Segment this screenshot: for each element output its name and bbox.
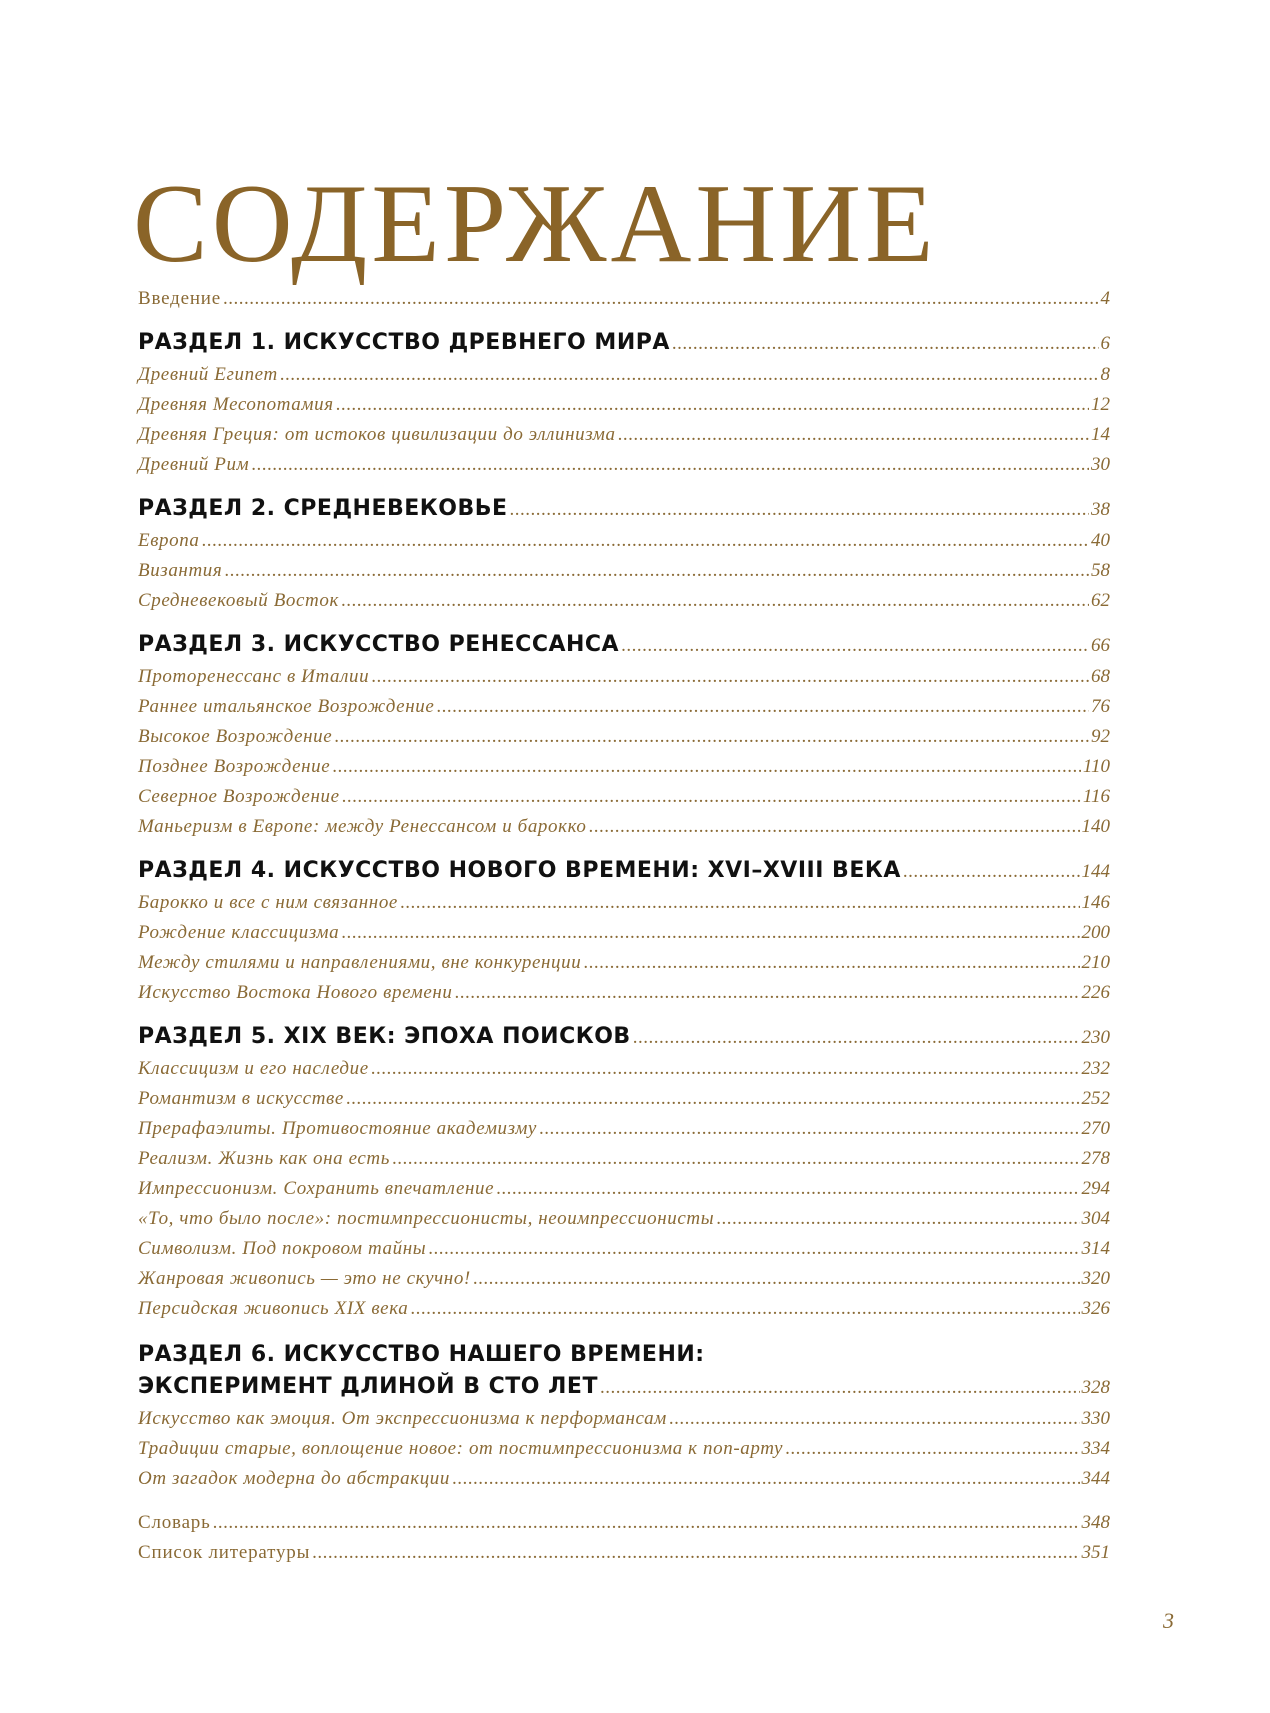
toc-page-number: 351 [1081, 1542, 1110, 1563]
section-heading-line1: РАЗДЕЛ 6. ИСКУССТВО НАШЕГО ВРЕМЕНИ: [138, 1342, 705, 1367]
toc-entry[interactable] [138, 454, 1110, 484]
dot-leader [583, 952, 1079, 974]
dot-leader [618, 424, 1089, 446]
toc-page-number: 116 [1082, 786, 1110, 807]
toc-entry[interactable] [138, 364, 1110, 394]
toc-entry[interactable] [138, 1298, 1110, 1328]
toc-entry[interactable] [138, 816, 1110, 846]
dot-leader [213, 1512, 1080, 1534]
toc-page-number: 330 [1081, 1408, 1110, 1429]
toc-section-2[interactable] [138, 496, 1110, 530]
toc-entry-label: Византия [138, 560, 223, 581]
toc-entry-label: Искусство как эмоция. От экспрессионизма к перформансам [138, 1408, 667, 1429]
toc-entry[interactable] [138, 1238, 1110, 1268]
toc-page-number: 68 [1091, 666, 1110, 687]
toc-entry[interactable] [138, 1208, 1110, 1238]
dot-leader [371, 666, 1089, 688]
toc-entry[interactable] [138, 726, 1110, 756]
toc-entry[interactable] [138, 696, 1110, 726]
dot-leader [428, 1238, 1079, 1260]
dot-leader [312, 1542, 1079, 1564]
section-heading: РАЗДЕЛ 1. ИСКУССТВО ДРЕВНЕГО МИРА [138, 330, 670, 355]
toc-section-3[interactable] [138, 632, 1110, 666]
toc-entry-label: Европа [138, 530, 200, 551]
dot-leader [341, 922, 1079, 944]
dot-leader [903, 861, 1080, 883]
toc-entry-label: Импрессионизм. Сохранить впечатление [138, 1178, 495, 1199]
toc-entry-label: Персидская живопись XIX века [138, 1298, 409, 1319]
toc-entry[interactable] [138, 1118, 1110, 1148]
toc-entry[interactable] [138, 1088, 1110, 1118]
toc-entry[interactable] [138, 922, 1110, 952]
spacer [138, 1498, 1110, 1512]
dot-leader [496, 1178, 1079, 1200]
dot-leader [539, 1118, 1080, 1140]
toc-page-number: 58 [1091, 560, 1110, 581]
dot-leader [621, 635, 1089, 657]
toc-section-1[interactable] [138, 330, 1110, 364]
toc-entry-intro[interactable] [138, 288, 1110, 318]
dot-leader [223, 288, 1099, 310]
dot-leader [392, 1148, 1079, 1170]
toc-page-number: 232 [1081, 1058, 1110, 1079]
toc-entry-label: Романтизм в искусстве [138, 1088, 344, 1109]
toc-page-number: 14 [1091, 424, 1110, 445]
toc-entry[interactable] [138, 1438, 1110, 1468]
section-heading: РАЗДЕЛ 3. ИСКУССТВО РЕНЕССАНСА [138, 632, 620, 657]
toc-page-number: 270 [1081, 1118, 1110, 1139]
dot-leader [633, 1027, 1080, 1049]
toc-entry-label: Маньеризм в Европе: между Ренессансом и барокко [138, 816, 587, 837]
toc-entry-label: Искусство Востока Нового времени [138, 982, 453, 1003]
dot-leader [716, 1208, 1079, 1230]
dot-leader [224, 560, 1089, 582]
toc-entry[interactable] [138, 786, 1110, 816]
toc-section-4[interactable] [138, 858, 1110, 892]
toc-entry-label: Высокое Возрождение [138, 726, 333, 747]
dot-leader [452, 1468, 1079, 1490]
toc-entry-label: Традиции старые, воплощение новое: от постимпрессионизма к поп-арту [138, 1438, 784, 1459]
toc-page-number: 144 [1081, 861, 1110, 882]
toc-entry-label: Рождение классицизма [138, 922, 340, 943]
toc-entry-label: Древний Египет [138, 364, 278, 385]
toc-entry-label: «То, что было после»: постимпрессионисты, неоимпрессионисты [138, 1208, 715, 1229]
toc-entry-label: Древний Рим [138, 454, 250, 475]
toc-page-number: 320 [1081, 1268, 1110, 1289]
toc-page-number: 294 [1081, 1178, 1110, 1199]
page-title: СОДЕРЖАНИЕ [133, 162, 938, 286]
toc-entry-label: Словарь [138, 1512, 211, 1533]
dot-leader [410, 1298, 1079, 1320]
dot-leader [436, 696, 1089, 718]
toc-entry[interactable] [138, 1408, 1110, 1438]
toc-entry-label: Проторенессанс в Италии [138, 666, 370, 687]
toc-section-6[interactable] [138, 1374, 1110, 1408]
section-heading: РАЗДЕЛ 2. СРЕДНЕВЕКОВЬЕ [138, 496, 508, 521]
toc-page-number: 314 [1081, 1238, 1110, 1259]
toc-page-number: 8 [1100, 364, 1110, 385]
toc-entry-label: Между стилями и направлениями, вне конкуренции [138, 952, 582, 973]
toc-entry-label: От загадок модерна до абстракции [138, 1468, 451, 1489]
toc-entry[interactable] [138, 982, 1110, 1012]
dot-leader [251, 454, 1089, 476]
toc-entry[interactable] [138, 1148, 1110, 1178]
section-heading: РАЗДЕЛ 5. XIX ВЕК: ЭПОХА ПОИСКОВ [138, 1024, 631, 1049]
toc-entry-label: Символизм. Под покровом тайны [138, 1238, 427, 1259]
toc-entry-label: Древняя Греция: от истоков цивилизации до эллинизма [138, 424, 616, 445]
toc-entry[interactable] [138, 666, 1110, 696]
toc-page-number: 230 [1081, 1027, 1110, 1048]
toc-page-number: 66 [1091, 635, 1110, 656]
table-of-contents [138, 288, 1110, 1572]
toc-page-number: 326 [1081, 1298, 1110, 1319]
toc-entry[interactable] [138, 1468, 1110, 1498]
toc-page-number: 348 [1081, 1512, 1110, 1533]
dot-leader [672, 333, 1099, 355]
toc-entry[interactable] [138, 394, 1110, 424]
dot-leader [201, 530, 1089, 552]
dot-leader [336, 394, 1089, 416]
dot-leader [510, 499, 1089, 521]
toc-entry[interactable] [138, 590, 1110, 620]
toc-page-number: 278 [1081, 1148, 1110, 1169]
toc-page-number: 110 [1082, 756, 1110, 777]
toc-page-number: 328 [1081, 1377, 1110, 1398]
toc-entry[interactable] [138, 952, 1110, 982]
toc-entry[interactable] [138, 560, 1110, 590]
dot-leader [600, 1377, 1080, 1399]
toc-page-number: 12 [1091, 394, 1110, 415]
dot-leader [785, 1438, 1079, 1460]
toc-page-number: 40 [1091, 530, 1110, 551]
dot-leader [280, 364, 1099, 386]
toc-entry-label: Введение [138, 288, 221, 309]
section-heading: РАЗДЕЛ 4. ИСКУССТВО НОВОГО ВРЕМЕНИ: XVI–XVIII ВЕКА [138, 858, 901, 883]
toc-page-number: 210 [1081, 952, 1110, 973]
toc-page-number: 146 [1081, 892, 1110, 913]
toc-page-number: 76 [1091, 696, 1110, 717]
toc-page-number: 334 [1081, 1438, 1110, 1459]
toc-entry[interactable] [138, 892, 1110, 922]
toc-entry[interactable] [138, 424, 1110, 454]
toc-page-number: 226 [1081, 982, 1110, 1003]
toc-entry-label: Раннее итальянское Возрождение [138, 696, 435, 717]
toc-entry[interactable] [138, 530, 1110, 560]
dot-leader [371, 1058, 1080, 1080]
toc-entry-glossary[interactable] [138, 1512, 1110, 1542]
toc-page-number: 4 [1100, 288, 1110, 309]
page-number: 3 [1163, 1608, 1174, 1633]
toc-entry[interactable] [138, 1268, 1110, 1298]
toc-section-5[interactable] [138, 1024, 1110, 1058]
section-heading: ЭКСПЕРИМЕНТ ДЛИНОЙ В СТО ЛЕТ [138, 1374, 598, 1399]
dot-leader [400, 892, 1080, 914]
toc-entry[interactable] [138, 1058, 1110, 1088]
toc-entry[interactable] [138, 1178, 1110, 1208]
dot-leader [342, 786, 1081, 808]
toc-entry-label: Северное Возрождение [138, 786, 340, 807]
toc-entry-label: Барокко и все с ним связанное [138, 892, 398, 913]
dot-leader [334, 726, 1089, 748]
toc-entry-label: Древняя Месопотамия [138, 394, 334, 415]
toc-entry-label: Прерафаэлиты. Противостояние академизму [138, 1118, 537, 1139]
toc-page-number: 304 [1081, 1208, 1110, 1229]
toc-page-number: 344 [1081, 1468, 1110, 1489]
toc-page-number: 38 [1091, 499, 1110, 520]
toc-entry-label: Средневековый Восток [138, 590, 339, 611]
toc-entry-bibliography[interactable] [138, 1542, 1110, 1572]
dot-leader [669, 1408, 1080, 1430]
toc-page-number: 6 [1100, 333, 1110, 354]
toc-page-number: 252 [1081, 1088, 1110, 1109]
toc-page-number: 30 [1091, 454, 1110, 475]
toc-page-number: 200 [1081, 922, 1110, 943]
toc-entry-label: Классицизм и его наследие [138, 1058, 369, 1079]
toc-entry[interactable] [138, 756, 1110, 786]
dot-leader [588, 816, 1079, 838]
dot-leader [346, 1088, 1080, 1110]
dot-leader [473, 1268, 1080, 1290]
toc-page-number: 92 [1091, 726, 1110, 747]
dot-leader [455, 982, 1080, 1004]
toc-entry-label: Список литературы [138, 1542, 311, 1563]
dot-leader [332, 756, 1081, 778]
toc-entry-label: Жанровая живопись — это не скучно! [138, 1268, 471, 1289]
toc-page-number: 140 [1081, 816, 1110, 837]
dot-leader [341, 590, 1089, 612]
toc-entry-label: Позднее Возрождение [138, 756, 331, 777]
toc-page-number: 62 [1091, 590, 1110, 611]
toc-entry-label: Реализм. Жизнь как она есть [138, 1148, 391, 1169]
